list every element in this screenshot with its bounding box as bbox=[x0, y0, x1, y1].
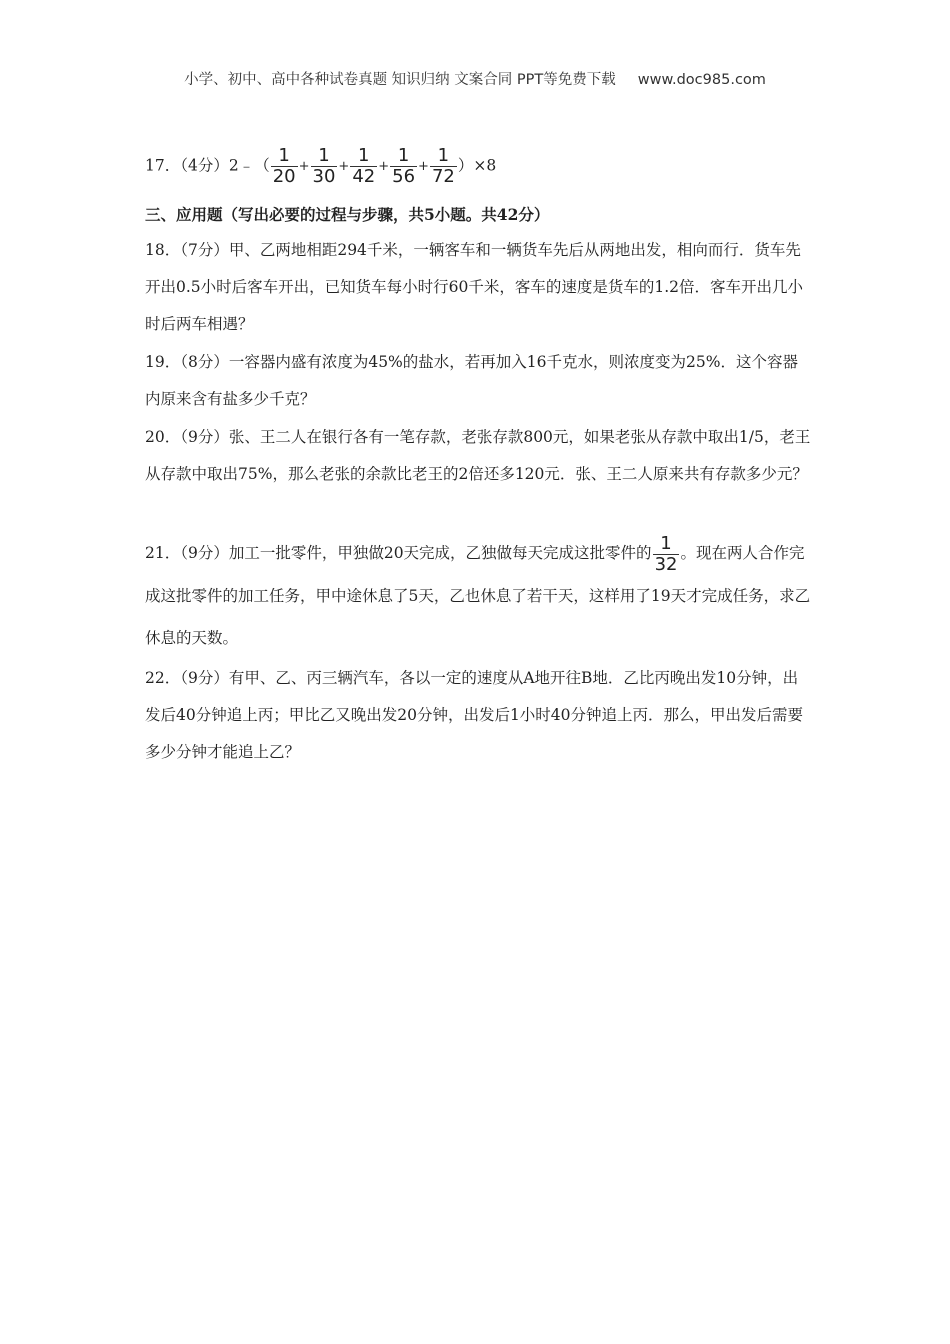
fraction: $\frac{1}{20}$ bbox=[272, 145, 296, 187]
fraction: $\frac{1}{42}$ bbox=[352, 145, 376, 187]
fraction: $\frac{1}{56}$ bbox=[392, 145, 416, 187]
question-22: 22．（9分）有甲、乙、丙三辆汽车，各以一定的速度从A地开往B地．乙比丙晚出发10分钟，出发后40分钟追上丙；甲比乙又晚出发20分钟，出发后1小时40分钟追上丙．那么，甲出发后需要多少分钟才能追上乙？ bbox=[145, 669, 804, 761]
question-21 bbox=[145, 532, 813, 659]
fraction: $\frac{1}{32}$ bbox=[654, 532, 678, 575]
fraction: $\frac{1}{30}$ bbox=[312, 145, 336, 187]
header-site: www.doc985.com bbox=[637, 72, 766, 88]
q17-prefix: 17．（4分）2﹣（ bbox=[145, 156, 270, 175]
question-17: 17．（4分）2﹣（ $\frac{1}{20}$ + $\frac{1}{30}$ + $\frac{1}{42}$ + $\frac{1}{56}$ + $\frac{1}{72}$ ）×8 bbox=[145, 145, 497, 187]
q17-suffix: ）×8 bbox=[457, 156, 497, 175]
header-text: 小学、初中、高中各种试卷真题 知识归纳 文案合同 PPT等免费下载 bbox=[184, 72, 616, 88]
question-19: 19．（8分）一容器内盛有浓度为45%的盐水，若再加入16千克水，则浓度变为25%．这个容器内原来含有盐多少千克？ bbox=[145, 353, 798, 408]
q21-part2: 。现在两人合作完成这批零件的加工任务，甲中途休息了5天，乙也休息了若干天，这样用了19天才完成任务，求乙休息的天数。 bbox=[145, 544, 811, 647]
section-title: 三、应用题（写出必要的过程与步骤，共5小题。共42分） bbox=[145, 205, 550, 224]
question-18: 18．（7分）甲、乙两地相距294千米，一辆客车和一辆货车先后从两地出发，相向而行．货车先开出0.5小时后客车开出，已知货车每小时行60千米，客车的速度是货车的1.2倍．客车开出几小时后两车相遇？ bbox=[145, 241, 804, 333]
q21-part1: 21．（9分）加工一批零件，甲独做20天完成，乙独做每天完成这批零件的 bbox=[145, 544, 652, 562]
fraction: $\frac{1}{72}$ bbox=[431, 145, 455, 187]
question-20: 20．（9分）张、王二人在银行各有一笔存款，老张存款800元，如果老张从存款中取出1/5，老王从存款中取出75%，那么老张的余款比老王的2倍还多120元．张、王二人原来共有存款多少元？ bbox=[145, 428, 811, 483]
page-header bbox=[0, 68, 950, 89]
